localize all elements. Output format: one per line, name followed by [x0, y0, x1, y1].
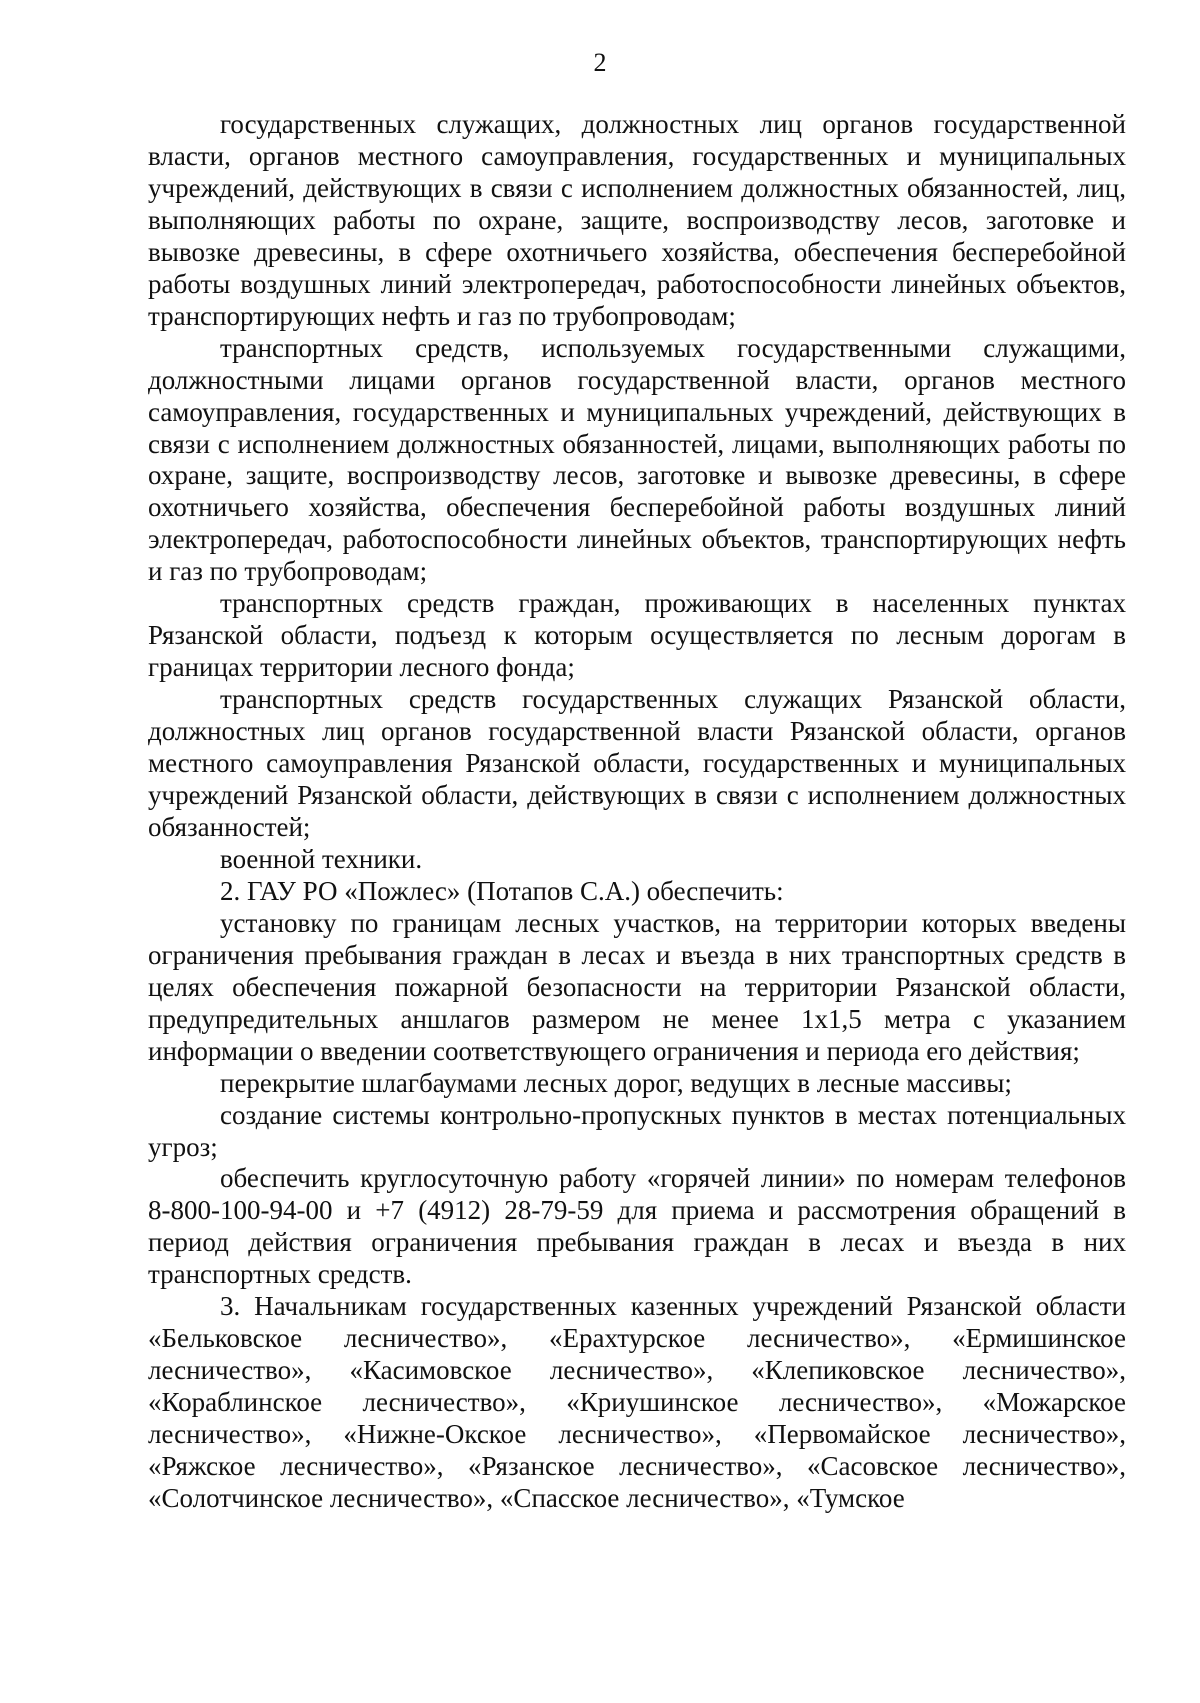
- page-number: 2: [593, 48, 607, 77]
- paragraph-barriers: перекрытие шлагбаумами лесных дорог, ведущих в лесные массивы;: [220, 1067, 1012, 1098]
- paragraph-hotline: обеспечить круглосуточную работу «горячей линии» по номерам телефонов 8-800-100-94-00 и +7 (4912) 28-79-59 для приема и рассмотрения обращений в период действия ограничения пребывания граждан в лесах и въезда в них транспортных средств.: [148, 1163, 1126, 1290]
- paragraph-item-2: 2. ГАУ РО «Пожлес» (Потапов С.А.) обеспечить:: [220, 875, 784, 906]
- paragraph-checkpoints: создание системы контрольно-пропускных пунктов в местах потенциальных угроз;: [148, 1099, 1126, 1162]
- paragraph-signs-installation: установку по границам лесных участков, на территории которых введены ограничения пребывания граждан в лесах и въезда в них транспортных средств в целях обеспечения пожарной безопасности на территории Рязанской области, предупредительных аншлагов размером не менее 1х1,5 метра с указанием информации о введении соответствующего ограничения и периода его действия;: [148, 907, 1126, 1066]
- paragraph-continuation: государственных служащих, должностных лиц органов государственной власти, органов местного самоуправления, государственных и муниципальных учреждений, действующих в связи с исполнением должностных обязанностей, лиц, выполняющих работы по охране, защите, воспроизводству лесов, заготовке и вывозке древесины, в сфере охотничьего хозяйства, обеспечения бесперебойной работы воздушных линий электропередач, работоспособности линейных объектов, транспортирующих нефть и газ по трубопроводам;: [148, 109, 1126, 331]
- paragraph-transport-regional-officials: транспортных средств государственных служащих Рязанской области, должностных лиц органов государственной власти Рязанской области, органов местного самоуправления Рязанской области, государственных и муниципальных учреждений Рязанской области, действующих в связи с исполнением должностных обязанностей;: [148, 684, 1126, 842]
- paragraph-item-3: 3. Начальникам государственных казенных учреждений Рязанской области «Бельковское лесничество», «Ерахтурское лесничество», «Ермишинское лесничество», «Касимовское лесничество», «Клепиковское лесничество», «Кораблинское лесничество», «Криушинское лесничество», «Можарское лесничество», «Нижне-Окское лесничество», «Первомайское лесничество», «Ряжское лесничество», «Рязанское лесничество», «Сасовское лесничество», «Солотчинское лесничество», «Спасское лесничество», «Тумское: [148, 1291, 1126, 1513]
- paragraph-military-equipment: военной техники.: [220, 843, 423, 874]
- paragraph-transport-residents: транспортных средств граждан, проживающих в населенных пунктах Рязанской области, подъезд к которым осуществляется по лесным дорогам в границах территории лесного фонда;: [148, 588, 1126, 683]
- document-body: [148, 109, 1126, 1515]
- paragraph-transport-officials: транспортных средств, используемых государственными служащими, должностными лицами органов государственной власти, органов местного самоуправления, государственных и муниципальных учреждений, действующих в связи с исполнением должностных обязанностей, лицами, выполняющих работы по охране, защите, воспроизводству лесов, заготовке и вывозке древесины, в сфере охотничьего хозяйства, обеспечения бесперебойной работы воздушных линий электропередач, работоспособности линейных объектов, транспортирующих нефть и газ по трубопроводам;: [148, 332, 1126, 587]
